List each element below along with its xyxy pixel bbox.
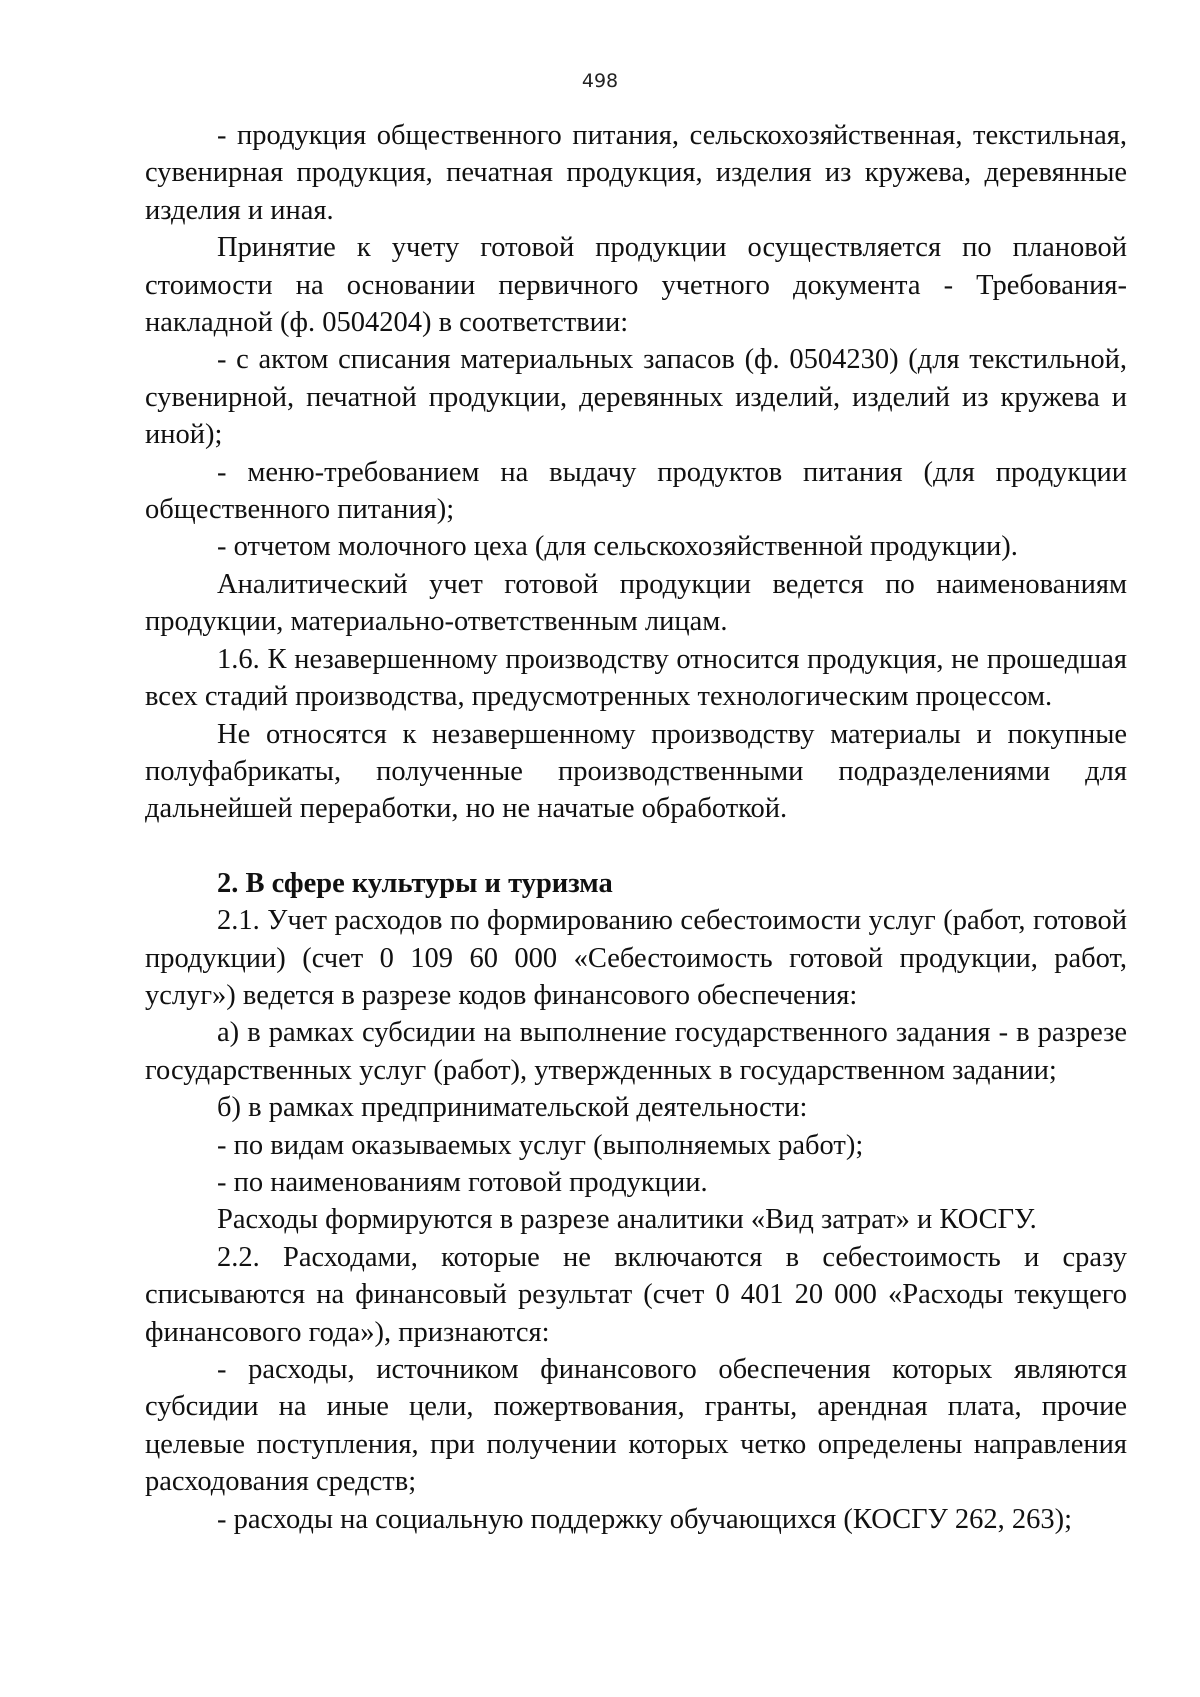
paragraph: 2.1. Учет расходов по формированию себестоимости услуг (работ, готовой продукции) (счет 0 109 60 000 «Себестоимость готовой продукции, работ, услуг») ведется в разрезе кодов финансового обеспечения:	[145, 905, 1127, 1011]
paragraph: Расходы формируются в разрезе аналитики «Вид затрат» и КОСГУ.	[217, 1204, 1037, 1236]
document-body	[145, 117, 1127, 1538]
paragraph: Принятие к учету готовой продукции осуществляется по плановой стоимости на основании первичного учетного документа - Требования-накладной (ф. 0504204) в соответствии:	[145, 232, 1127, 339]
paragraph: Не относятся к незавершенному производству материалы и покупные полуфабрикаты, полученные производственными подразделениями для дальнейшей переработки, но не начатые обработкой.	[145, 718, 1127, 825]
paragraph: - по видам оказываемых услуг (выполняемых работ);	[217, 1129, 864, 1161]
paragraph: - расходы на социальную поддержку обучающихся (КОСГУ 262, 263);	[217, 1503, 1073, 1535]
page-number: 498	[581, 70, 619, 92]
paragraph: 1.6. К незавершенному производству относится продукция, не прошедшая всех стадий производства, предусмотренных технологическим процессом.	[145, 643, 1127, 713]
paragraph: - отчетом молочного цеха (для сельскохозяйственной продукции).	[217, 531, 1018, 563]
paragraph: - продукция общественного питания, сельскохозяйственная, текстильная, сувенирная продукция, печатная продукция, изделия из кружева, деревянные изделия и иная.	[145, 120, 1127, 226]
paragraph: а) в рамках субсидии на выполнение государственного задания - в разрезе государственных услуг (работ), утвержденных в государственном задании;	[145, 1017, 1127, 1086]
paragraph: б) в рамках предпринимательской деятельности:	[217, 1092, 808, 1124]
paragraph: Аналитический учет готовой продукции ведется по наименованиям продукции, материально-ответственным лицам.	[145, 568, 1127, 638]
paragraph: - расходы, источником финансового обеспечения которых являются субсидии на иные цели, пожертвования, гранты, арендная плата, прочие целевые поступления, при получении которых четко определены направления расходования средств;	[145, 1354, 1127, 1498]
section-heading: 2. В сфере культуры и туризма	[217, 867, 613, 899]
paragraph: - меню-требованием на выдачу продуктов питания (для продукции общественного питания);	[145, 456, 1127, 526]
paragraph: - по наименованиям готовой продукции.	[217, 1166, 708, 1198]
paragraph: 2.2. Расходами, которые не включаются в себестоимость и сразу списываются на финансовый результат (счет 0 401 20 000 «Расходы текущего финансового года»), признаются:	[145, 1241, 1127, 1348]
paragraph: - с актом списания материальных запасов (ф. 0504230) (для текстильной, сувенирной, печатной продукции, деревянных изделий, изделий из кружева и иной);	[145, 344, 1127, 451]
